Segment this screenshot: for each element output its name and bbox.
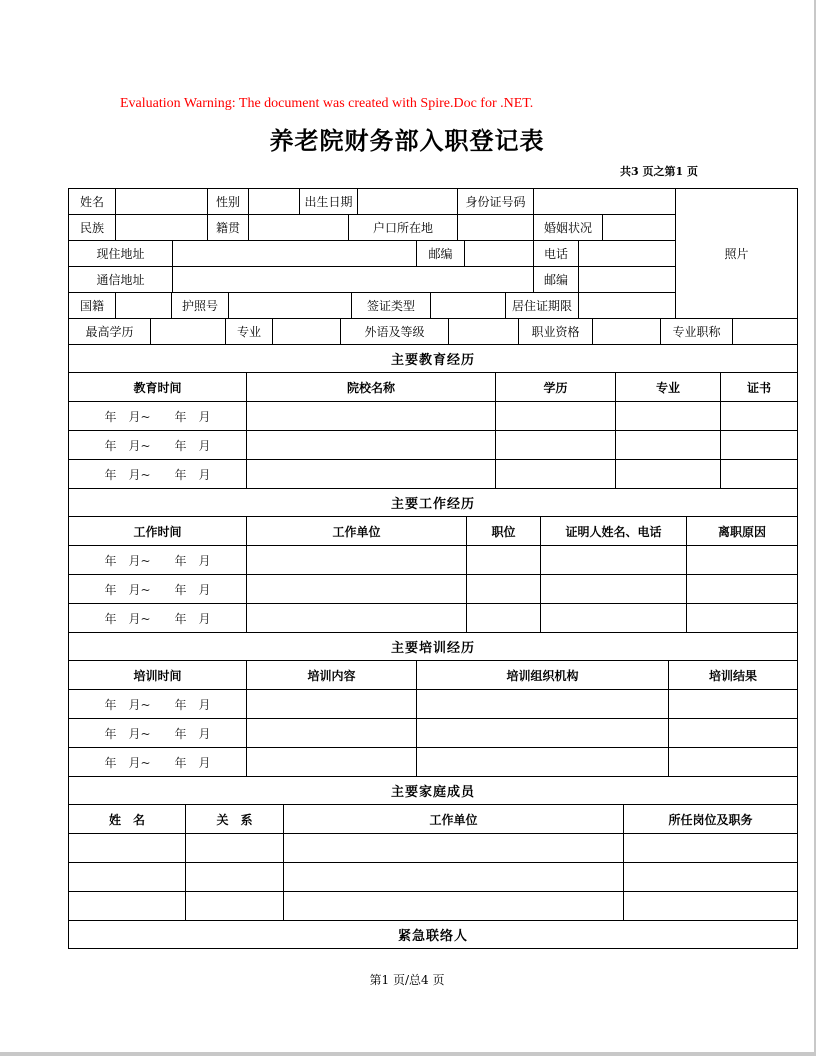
work-col-reference: 证明人姓名、电话 [541, 517, 687, 546]
family-col-employer: 工作单位 [284, 805, 624, 834]
family-col-relation: 关 系 [186, 805, 284, 834]
work-input-cell[interactable] [467, 575, 541, 604]
education-input-cell[interactable] [616, 402, 721, 431]
gender-label: 性别 [208, 189, 249, 215]
work-input-cell[interactable] [247, 604, 467, 633]
family-input-cell[interactable] [624, 892, 798, 921]
current-address-input-cell[interactable] [173, 241, 417, 267]
name-label: 姓名 [69, 189, 116, 215]
work-section-header [69, 489, 798, 517]
major-input-cell[interactable] [273, 319, 341, 345]
table-row [69, 319, 798, 345]
work-input-cell[interactable] [247, 546, 467, 575]
work-section-title: 主要工作经历 [69, 489, 798, 517]
id-number-input-cell[interactable] [534, 189, 676, 215]
work-col-employer: 工作单位 [247, 517, 467, 546]
table-row [69, 293, 676, 319]
family-input-cell[interactable] [186, 863, 284, 892]
phone-label: 电话 [534, 241, 579, 267]
phone-input-cell[interactable] [579, 241, 676, 267]
visa-type-input-cell[interactable] [431, 293, 506, 319]
training-input-cell[interactable] [669, 719, 798, 748]
household-location-label: 户口所在地 [349, 215, 458, 241]
foreign-language-input-cell[interactable] [449, 319, 519, 345]
education-input-cell[interactable] [247, 402, 496, 431]
education-input-cell[interactable] [496, 431, 616, 460]
work-input-cell[interactable] [687, 546, 798, 575]
family-row [69, 863, 798, 892]
family-col-position: 所任岗位及职务 [624, 805, 798, 834]
photo-cell: 照片 [676, 189, 798, 319]
family-input-cell[interactable] [69, 863, 186, 892]
mailing-address-label: 通信地址 [69, 267, 173, 293]
visa-type-label: 签证类型 [352, 293, 431, 319]
training-row [69, 690, 798, 719]
foreign-language-label: 外语及等级 [341, 319, 449, 345]
professional-title-label: 专业职称 [661, 319, 733, 345]
highest-education-input-cell[interactable] [151, 319, 226, 345]
family-header-row [69, 805, 798, 834]
training-section-header [69, 633, 798, 661]
education-input-cell[interactable] [247, 460, 496, 489]
training-date-cell[interactable]: 年 月~ 年 月 [69, 719, 247, 748]
training-date-cell[interactable]: 年 月~ 年 月 [69, 690, 247, 719]
training-header-row [69, 661, 798, 690]
postal-code-label: 邮编 [417, 241, 465, 267]
training-input-cell[interactable] [247, 690, 417, 719]
family-input-cell[interactable] [284, 834, 624, 863]
name-input-cell[interactable] [116, 189, 208, 215]
education-input-cell[interactable] [721, 460, 798, 489]
education-date-cell[interactable]: 年 月~ 年 月 [69, 431, 247, 460]
table-row [69, 215, 676, 241]
education-input-cell[interactable] [616, 460, 721, 489]
education-col-school: 院校名称 [247, 373, 496, 402]
family-input-cell[interactable] [624, 834, 798, 863]
training-col-time: 培训时间 [69, 661, 247, 690]
ethnicity-label: 民族 [69, 215, 116, 241]
form-title: 养老院财务部入职登记表 [269, 126, 545, 155]
training-row [69, 719, 798, 748]
work-input-cell[interactable] [467, 604, 541, 633]
residence-permit-label: 居住证期限 [506, 293, 579, 319]
education-row [69, 460, 798, 489]
birth-date-input-cell[interactable] [358, 189, 458, 215]
page-count-note: 共3 页之第1 页 [620, 165, 698, 178]
family-input-cell[interactable] [69, 892, 186, 921]
work-input-cell[interactable] [541, 575, 687, 604]
residence-permit-input-cell[interactable] [579, 293, 676, 319]
education-date-cell[interactable]: 年 月~ 年 月 [69, 402, 247, 431]
education-row [69, 431, 798, 460]
work-input-cell[interactable] [467, 546, 541, 575]
gender-input-cell[interactable] [249, 189, 300, 215]
table-row [69, 267, 676, 293]
training-date-cell[interactable]: 年 月~ 年 月 [69, 748, 247, 777]
work-header-row [69, 517, 798, 546]
education-col-certificate: 证书 [721, 373, 798, 402]
emergency-section-header [69, 921, 798, 949]
ethnicity-input-cell[interactable] [116, 215, 208, 241]
training-input-cell[interactable] [247, 748, 417, 777]
mailing-address-input-cell[interactable] [173, 267, 534, 293]
postal-code-label: 邮编 [534, 267, 579, 293]
work-col-position: 职位 [467, 517, 541, 546]
education-row [69, 402, 798, 431]
family-input-cell[interactable] [69, 834, 186, 863]
marital-status-input-cell[interactable] [603, 215, 676, 241]
family-section-header [69, 777, 798, 805]
training-input-cell[interactable] [417, 719, 669, 748]
family-input-cell[interactable] [186, 892, 284, 921]
education-header-row [69, 373, 798, 402]
marital-status-label: 婚姻状况 [534, 215, 603, 241]
table-row [69, 241, 676, 267]
qualification-input-cell[interactable] [593, 319, 661, 345]
training-col-organization: 培训组织机构 [417, 661, 669, 690]
training-input-cell[interactable] [669, 690, 798, 719]
work-col-leave-reason: 离职原因 [687, 517, 798, 546]
passport-no-label: 护照号 [172, 293, 229, 319]
training-row [69, 748, 798, 777]
nationality-label: 国籍 [69, 293, 116, 319]
education-date-cell[interactable]: 年 月~ 年 月 [69, 460, 247, 489]
work-row [69, 575, 798, 604]
work-input-cell[interactable] [541, 604, 687, 633]
household-location-input-cell[interactable] [458, 215, 534, 241]
basic-info-block [69, 189, 798, 319]
family-input-cell[interactable] [284, 892, 624, 921]
education-section-title: 主要教育经历 [69, 345, 798, 373]
family-input-cell[interactable] [624, 863, 798, 892]
table-row [69, 189, 676, 215]
work-input-cell[interactable] [541, 546, 687, 575]
family-section-title: 主要家庭成员 [69, 777, 798, 805]
passport-no-input-cell[interactable] [229, 293, 352, 319]
family-input-cell[interactable] [284, 863, 624, 892]
training-section-title: 主要培训经历 [69, 633, 798, 661]
native-place-input-cell[interactable] [249, 215, 349, 241]
work-input-cell[interactable] [687, 575, 798, 604]
education-input-cell[interactable] [247, 431, 496, 460]
work-date-cell[interactable]: 年 月~ 年 月 [69, 575, 247, 604]
education-input-cell[interactable] [721, 402, 798, 431]
emergency-section-title: 紧急联络人 [69, 921, 798, 949]
training-input-cell[interactable] [247, 719, 417, 748]
page-footer: 第1 页/总4 页 [369, 973, 445, 987]
family-row [69, 892, 798, 921]
education-section-header [69, 345, 798, 373]
postal-code-input-cell[interactable] [579, 267, 676, 293]
training-input-cell[interactable] [669, 748, 798, 777]
family-col-name: 姓 名 [69, 805, 186, 834]
education-input-cell[interactable] [496, 460, 616, 489]
work-row [69, 604, 798, 633]
work-col-time: 工作时间 [69, 517, 247, 546]
training-col-result: 培训结果 [669, 661, 798, 690]
id-number-label: 身份证号码 [458, 189, 534, 215]
professional-title-input-cell[interactable] [733, 319, 798, 345]
education-input-cell[interactable] [496, 402, 616, 431]
native-place-label: 籍贯 [208, 215, 249, 241]
education-input-cell[interactable] [721, 431, 798, 460]
education-col-major: 专业 [616, 373, 721, 402]
nationality-input-cell[interactable] [116, 293, 172, 319]
postal-code-input-cell[interactable] [465, 241, 534, 267]
work-date-cell[interactable]: 年 月~ 年 月 [69, 604, 247, 633]
current-address-label: 现住地址 [69, 241, 173, 267]
family-row [69, 834, 798, 863]
education-col-degree: 学历 [496, 373, 616, 402]
major-label: 专业 [226, 319, 273, 345]
work-row [69, 546, 798, 575]
training-col-content: 培训内容 [247, 661, 417, 690]
family-input-cell[interactable] [186, 834, 284, 863]
work-input-cell[interactable] [687, 604, 798, 633]
education-col-time: 教育时间 [69, 373, 247, 402]
training-input-cell[interactable] [417, 690, 669, 719]
registration-table [68, 188, 798, 949]
highest-education-label: 最高学历 [69, 319, 151, 345]
education-input-cell[interactable] [616, 431, 721, 460]
evaluation-warning: Evaluation Warning: The document was created with Spire.Doc for .NET. [120, 96, 534, 111]
work-date-cell[interactable]: 年 月~ 年 月 [69, 546, 247, 575]
birth-date-label: 出生日期 [300, 189, 358, 215]
qualification-label: 职业资格 [519, 319, 593, 345]
work-input-cell[interactable] [247, 575, 467, 604]
training-input-cell[interactable] [417, 748, 669, 777]
